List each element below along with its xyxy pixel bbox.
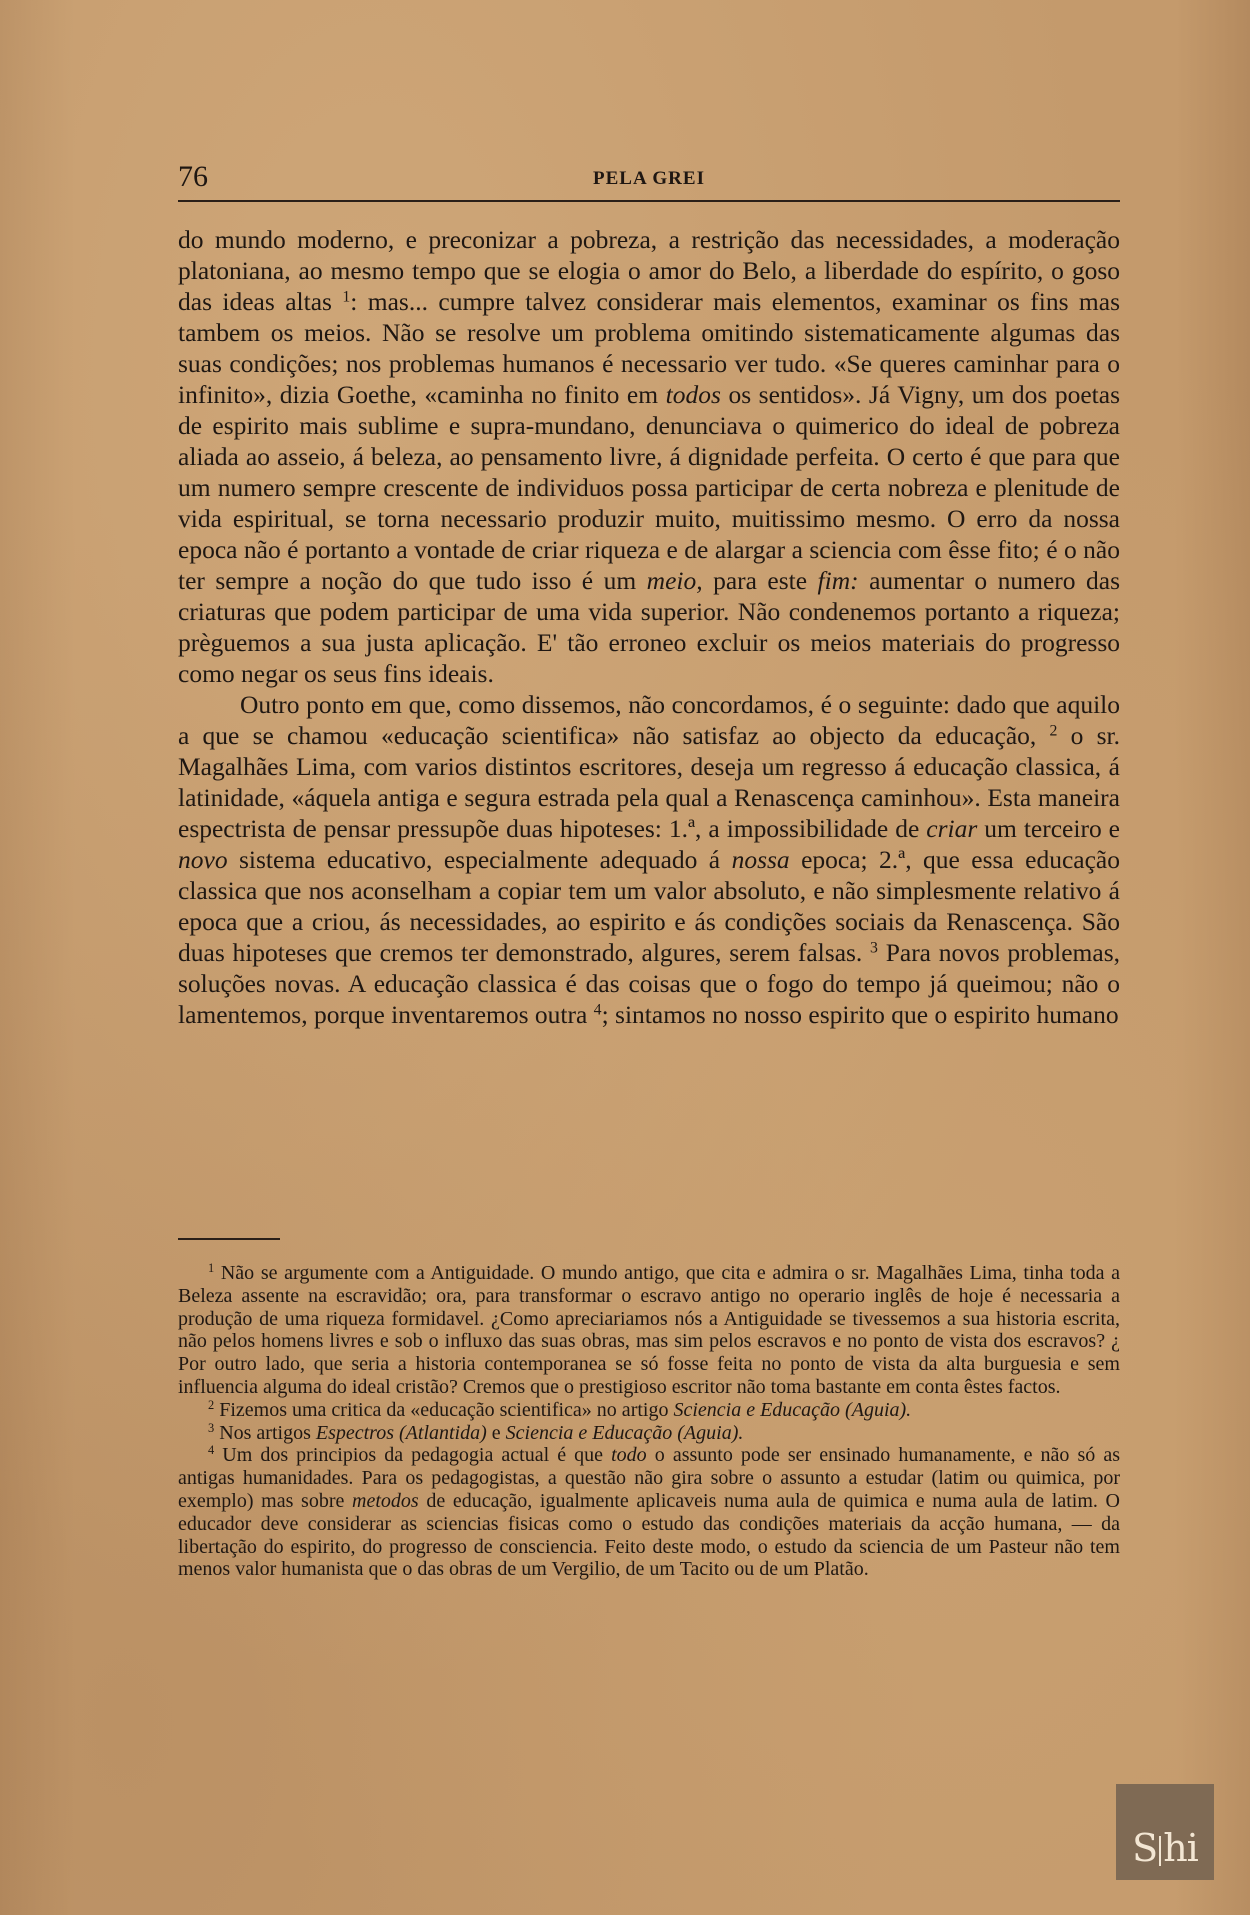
footnotes (178, 1262, 1120, 1581)
footnote-italic: Sciencia e Educação (Aguia). (673, 1398, 912, 1421)
library-logo (1116, 1784, 1214, 1880)
logo-divider (1159, 1836, 1161, 1866)
footnote-1 (178, 1262, 1120, 1399)
text-run: os sentidos». Já Vigny, um dos poetas de espirito mais sublime e supra-mundano, denunciava o quimerico do ideal de pobreza aliada ao asseio, á beleza, ao pensamento livre, á dignidade perfeita. O certo é que para que um numero sempre crescente de individuos possa participar de certa nobreza e plenitude de vida espiritual, se torna necessario produzir muito, muitissimo mesmo. O erro da nossa epoca não é portanto a vontade de criar riqueza e de alargar a sciencia com êsse fito; é o não ter sempre a noção do que tudo isso é um (178, 380, 1120, 595)
footnote-text: Um dos principios da pedagogia actual é que (214, 1444, 612, 1467)
italic-run: meio, (646, 566, 703, 595)
logo-letter: S (1132, 1826, 1158, 1870)
page-header (178, 158, 1120, 202)
body-text (178, 224, 1120, 1030)
logo-letters: hi (1163, 1826, 1198, 1870)
footnote-ref-4[interactable]: 4 (593, 1001, 602, 1019)
italic-run: criar (926, 814, 978, 843)
text-run: para este (702, 566, 818, 595)
text-run: o sr. Magalhães Lima, com varios distintos escritores, deseja um regresso á educação classica, á latinidade, «áquela antiga e segura estrada pela qual a Renascença caminhou». Esta maneira espectrista de pensar pressupõe duas hipoteses: 1.ª, a impossibilidade de (178, 721, 1121, 843)
footnote-italic: Espectros (Atlantida) (315, 1421, 487, 1444)
footnote-text: de educação, igualmente aplicaveis numa aula de quimica e numa aula de latim. O educador deve considerar as sciencias fisicas como o estudo das condições materiais da acção humana, — da libertação do espirito, do progresso de consciencia. Feito deste modo, o estudo da sciencia de um Pasteur não tem menos valor humanista que o das obras de um Vergilio, de um Tacito ou de um Platão. (178, 1489, 1120, 1581)
italic-run: nossa (731, 845, 790, 874)
footnote-italic: Sciencia e Educação (Aguia). (505, 1421, 744, 1444)
text-run: epoca; 2.ª, que essa educação classica que nos aconselham a copiar tem um valor absoluto, e não simplesmente relativo á epoca que a criou, ás necessidades, ao espirito e ás condições sociais da Renascença. São duas hipoteses que cremos ter demonstrado, algures, serem falsas. (178, 845, 1121, 967)
footnote-ref-1[interactable]: 1 (342, 288, 351, 306)
text-run: do mundo moderno, e preconizar a pobreza, a restrição das necessidades, a moderação platoniana, ao mesmo tempo que se elogia o amor do Belo, a liberdade do espírito, o goso das ideas altas (178, 225, 1120, 316)
footnote-italic: todo (611, 1444, 647, 1467)
footnote-text: Não se argumente com a Antiguidade. O mundo antigo, que cita e admira o sr. Magalhães Lima, tinha toda a Beleza assente na escravidão; ora, para transformar o escravo antigo no operario inglês de hoje é necessaria a produção de uma riqueza formidavel. ¿Como apreciariamos nós a Antiguidade se tivessemos a sua historia escrita, não pelos homens livres e sob o influxo das suas obras, mas sim pelos escravos e no ponto de vista dos escravos? ¿ Por outro lado, que seria a historia contemporanea se só fosse feita no ponto de vista da alta burguesia e sem influencia alguma do ideal cristão? Cremos que o prestigioso escritor não toma bastante em conta êstes factos. (178, 1262, 1120, 1398)
footnote-ref-2[interactable]: 2 (1049, 722, 1058, 740)
text-run: aumentar o numero das criaturas que podem participar de uma vida superior. Não condenemos portanto a riqueza; prèguemos a sua justa aplicação. E' tão erroneo excluir os meios materiais do progresso como negar os seus fins ideais. (178, 566, 1120, 688)
footnote-marker: 2 (208, 1397, 215, 1412)
footnote-3 (178, 1422, 1120, 1445)
footnote-text: Nos artigos (214, 1421, 316, 1444)
footnote-text: e (486, 1421, 506, 1444)
footnote-marker: 3 (208, 1420, 215, 1435)
paragraph-2 (178, 689, 1120, 1030)
italic-run: novo (178, 845, 228, 874)
footnote-text: Fizemos uma critica da «educação scientifica» no artigo (214, 1398, 674, 1421)
footnote-2 (178, 1399, 1120, 1422)
text-run: Outro ponto em que, como dissemos, não concordamos, é o seguinte: dado que aquilo a que se chamou «educação scientifica» não satisfaz ao objecto da educação, (178, 690, 1120, 750)
italic-run: todos (665, 380, 721, 409)
text-run: um terceiro e (977, 814, 1120, 843)
paragraph-1 (178, 224, 1120, 689)
footnote-ref-3[interactable]: 3 (870, 939, 878, 957)
footnote-text: o assunto pode ser ensinado humanamente, e não só as antigas humanidades. Para os pedagogistas, a questão não gira sobre o assunto a estudar (latim ou quimica, por exemplo) mas sobre (178, 1444, 1120, 1512)
page-number: 76 (178, 160, 208, 193)
text-run: : mas... cumpre talvez considerar mais elementos, examinar os fins mas tambem os meios. Não se resolve um problema omitindo sistematicamente algumas das suas condições; nos problemas humanos é necessario ver tudo. «Se queres caminhar para o infinito», dizia Goethe, «caminha no finito em (178, 287, 1120, 409)
footnote-marker: 4 (208, 1443, 215, 1458)
footnote-separator (178, 1238, 280, 1240)
running-head: PELA GREI (593, 168, 705, 189)
footnote-marker: 1 (208, 1261, 215, 1276)
text-run: sistema educativo, especialmente adequado á (227, 845, 732, 874)
italic-run: fim: (817, 566, 859, 595)
text-run: ; sintamos no nosso espirito que o espirito humano (601, 1000, 1119, 1029)
footnote-4 (178, 1444, 1120, 1581)
footnote-italic: metodos (352, 1489, 419, 1512)
text-run: Para novos problemas, soluções novas. A educação classica é das coisas que o fogo do tempo já queimou; não o lamentemos, porque inventaremos outra (178, 938, 1120, 1029)
